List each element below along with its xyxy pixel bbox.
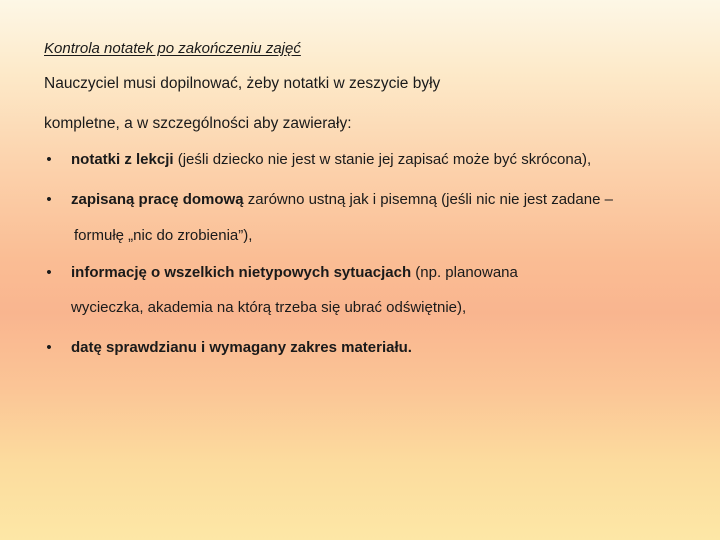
bullet-line <box>71 151 591 168</box>
bullet-continuation: formułę „nic do zrobienia”), <box>74 227 253 244</box>
bullet-bold-text: datę sprawdzianu i wymagany zakres materiału. <box>71 339 412 356</box>
slide-title: Kontrola notatek po zakończeniu zajęć <box>44 40 301 57</box>
bullet-line <box>71 191 613 208</box>
bullet-bold-text: zapisaną pracę domową <box>71 191 244 208</box>
bullet-continuation: wycieczka, akademia na którą trzeba się ubrać odświętnie), <box>71 299 467 316</box>
bullet-icon: • <box>46 191 52 208</box>
bullet-line <box>71 264 518 281</box>
bullet-bold-text: informację o wszelkich nietypowych sytuacjach <box>71 264 412 281</box>
bullet-text: (jeśli dziecko nie jest w stanie jej zapisać może być skrócona), <box>173 151 592 168</box>
bullet-line <box>71 339 412 356</box>
bullet-text: zarówno ustną jak i pisemną (jeśli nic nie jest zadane – <box>243 191 613 208</box>
intro-line-2: kompletne, a w szczególności aby zawierały: <box>44 115 352 132</box>
intro-line-1: Nauczyciel musi dopilnować, żeby notatki w zeszycie były <box>44 75 441 92</box>
bullet-icon: • <box>46 339 52 356</box>
bullet-bold-text: notatki z lekcji <box>71 151 174 168</box>
bullet-icon: • <box>46 151 52 168</box>
bullet-text: (np. planowana <box>411 264 518 281</box>
bullet-icon: • <box>46 264 52 281</box>
